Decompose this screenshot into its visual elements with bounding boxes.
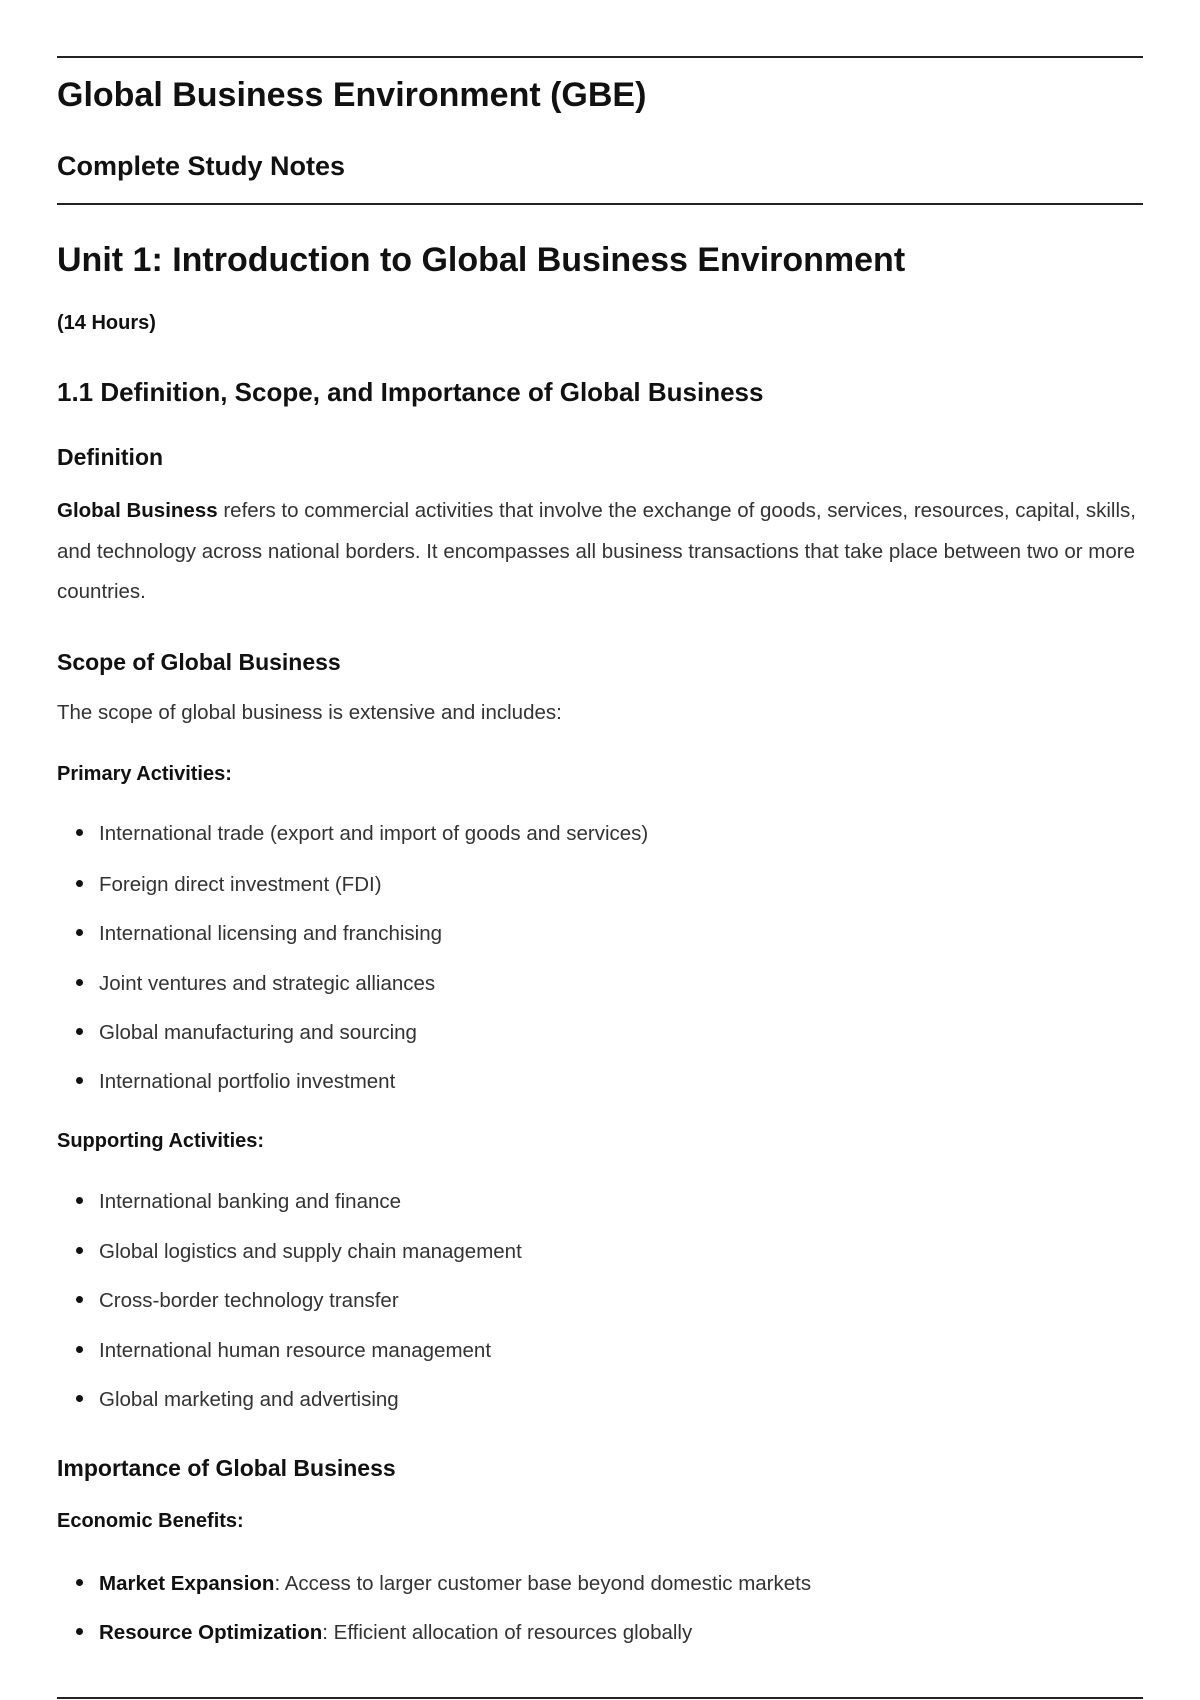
- list-item-text: Foreign direct investment (FDI): [99, 873, 382, 896]
- bottom-divider: [57, 1697, 1143, 1699]
- definition-term: Global Business: [57, 499, 218, 522]
- list-item-text: International portfolio investment: [99, 1070, 396, 1093]
- bullet-icon: [76, 880, 83, 887]
- definition-paragraph: [57, 491, 1137, 613]
- definition-heading: Definition: [57, 444, 164, 470]
- list-item: [76, 1336, 491, 1366]
- unit-title: Unit 1: Introduction to Global Business Environment: [57, 241, 906, 279]
- list-item-text: International banking and finance: [99, 1190, 402, 1213]
- header-divider: [57, 203, 1143, 205]
- list-item-text: Global marketing and advertising: [99, 1388, 399, 1411]
- bullet-icon: [76, 1077, 83, 1084]
- list-item: [76, 819, 648, 849]
- list-item-text: International human resource management: [99, 1339, 492, 1362]
- list-item-text: Cross-border technology transfer: [99, 1289, 399, 1312]
- list-item: [76, 919, 442, 949]
- list-item: [76, 1286, 399, 1316]
- bullet-icon: [76, 1346, 83, 1353]
- list-item: [76, 969, 435, 999]
- list-item: [76, 1067, 395, 1097]
- list-item: [76, 1618, 692, 1648]
- bullet-icon: [76, 1028, 83, 1035]
- list-item-text: : Access to larger customer base beyond domestic markets: [274, 1572, 812, 1595]
- scope-intro: The scope of global business is extensive and includes:: [57, 701, 562, 724]
- bullet-icon: [76, 1296, 83, 1303]
- bullet-icon: [76, 1197, 83, 1204]
- list-item-term: Market Expansion: [99, 1572, 275, 1595]
- list-item-text: Global manufacturing and sourcing: [99, 1021, 417, 1044]
- list-item: [76, 870, 382, 900]
- list-item: [76, 1187, 401, 1217]
- document-title: Global Business Environment (GBE): [57, 76, 647, 114]
- bullet-icon: [76, 1395, 83, 1402]
- list-item: [76, 1385, 399, 1415]
- bullet-icon: [76, 1247, 83, 1254]
- list-item-term: Resource Optimization: [99, 1621, 323, 1644]
- document-subtitle: Complete Study Notes: [57, 151, 346, 181]
- economic-benefits-label: Economic Benefits:: [57, 1510, 244, 1532]
- primary-activities-label: Primary Activities:: [57, 763, 232, 785]
- list-item-text: : Efficient allocation of resources globally: [322, 1621, 693, 1644]
- bullet-icon: [76, 1628, 83, 1635]
- bullet-icon: [76, 829, 83, 836]
- definition-text: refers to commercial activities that involve the exchange of goods, services, resources, capital, skills, and technology across national borders. It encompasses all business transactions that take place between two or more countries.: [57, 499, 1136, 603]
- scope-heading: Scope of Global Business: [57, 649, 341, 675]
- list-item: [76, 1237, 522, 1267]
- importance-heading: Importance of Global Business: [57, 1455, 396, 1481]
- section-title: 1.1 Definition, Scope, and Importance of Global Business: [57, 377, 764, 407]
- unit-hours: (14 Hours): [57, 312, 156, 334]
- list-item-text: International licensing and franchising: [99, 922, 443, 945]
- list-item-text: Global logistics and supply chain management: [99, 1240, 522, 1263]
- bullet-icon: [76, 979, 83, 986]
- bullet-icon: [76, 1579, 83, 1586]
- supporting-activities-label: Supporting Activities:: [57, 1130, 265, 1152]
- list-item-text: Joint ventures and strategic alliances: [99, 972, 436, 995]
- list-item-text: International trade (export and import of goods and services): [99, 822, 649, 845]
- bullet-icon: [76, 929, 83, 936]
- top-divider: [57, 56, 1143, 58]
- list-item: [76, 1018, 417, 1048]
- list-item: [76, 1569, 811, 1599]
